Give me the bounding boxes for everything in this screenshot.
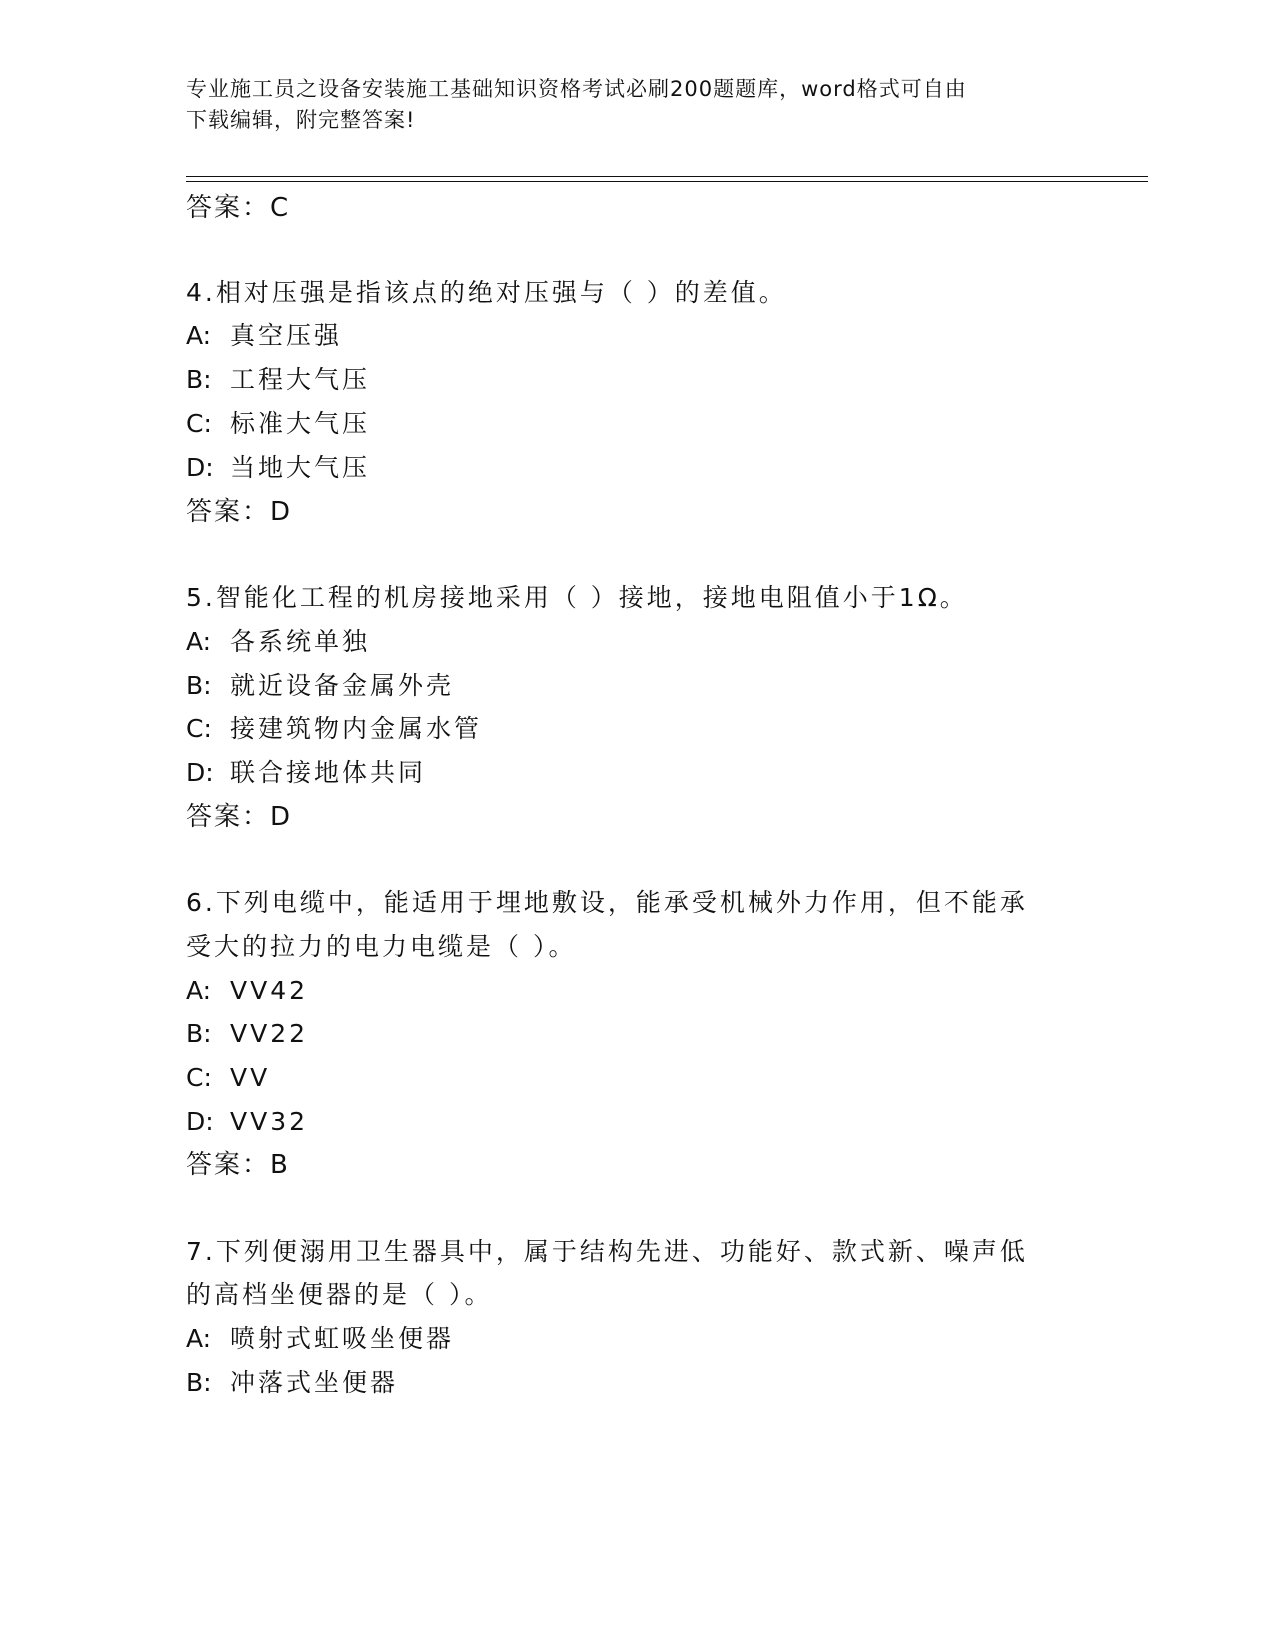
option-text: 接建筑物内金属水管 [230, 714, 483, 743]
option-letter: B: [186, 365, 212, 394]
q5-answer: 答案：D [186, 802, 293, 832]
header-line-1: 专业施工员之设备安装施工基础知识资格考试必刷200题题库，word格式可自由 [186, 77, 967, 101]
q6-stem-line-1: 6.下列电缆中，能适用于埋地敷设，能承受机械外力作用，但不能承 [186, 888, 1028, 917]
q6-option-b [186, 1018, 308, 1050]
option-letter: C: [186, 714, 212, 743]
option-text: VV [230, 1063, 271, 1092]
q4-stem: 4.相对压强是指该点的绝对压强与（ ）的差值。 [186, 278, 787, 307]
option-text: 喷射式虹吸坐便器 [230, 1324, 455, 1353]
option-text: VV42 [230, 976, 309, 1005]
q7-option-a [186, 1323, 454, 1355]
option-text: 真空压强 [230, 321, 343, 350]
option-text: 当地大气压 [230, 453, 371, 482]
header-divider-top [186, 176, 1148, 177]
option-text: 冲落式坐便器 [230, 1368, 399, 1397]
option-letter: D: [186, 1107, 214, 1136]
option-text: VV22 [230, 1019, 309, 1048]
q5-option-d [186, 757, 426, 789]
q6-option-a [186, 975, 308, 1007]
prev-answer: 答案：C [186, 193, 291, 223]
q5-option-c [186, 713, 482, 745]
q6-option-c [186, 1062, 270, 1094]
option-text: 标准大气压 [230, 409, 371, 438]
header-divider-bottom [186, 181, 1148, 182]
option-letter: A: [186, 1324, 212, 1353]
option-text: 工程大气压 [230, 365, 371, 394]
option-letter: C: [186, 1063, 212, 1092]
q4-option-c [186, 408, 370, 440]
q6-option-d [186, 1106, 308, 1138]
header-line-2: 下载编辑，附完整答案! [186, 108, 416, 132]
option-letter: D: [186, 758, 214, 787]
q4-option-b [186, 364, 370, 396]
option-letter: B: [186, 1019, 212, 1048]
q4-option-d [186, 452, 370, 484]
option-text: 就近设备金属外壳 [230, 671, 455, 700]
q7-stem-line-1: 7.下列便溺用卫生器具中，属于结构先进、功能好、款式新、噪声低 [186, 1237, 1028, 1266]
q7-stem-line-2: 的高档坐便器的是（ ）。 [186, 1280, 493, 1309]
option-text: VV32 [230, 1107, 309, 1136]
option-letter: B: [186, 1368, 212, 1397]
q7-option-b [186, 1367, 398, 1399]
q5-option-a [186, 626, 370, 658]
option-letter: A: [186, 627, 212, 656]
q6-stem-line-2: 受大的拉力的电力电缆是（ ）。 [186, 932, 577, 961]
q5-stem: 5.智能化工程的机房接地采用（ ）接地，接地电阻值小于1Ω。 [186, 583, 968, 612]
q4-option-a [186, 320, 342, 352]
option-letter: A: [186, 321, 212, 350]
q6-answer: 答案：B [186, 1150, 290, 1180]
option-text: 各系统单独 [230, 627, 371, 656]
document-header [186, 74, 1066, 136]
option-letter: C: [186, 409, 212, 438]
option-letter: D: [186, 453, 214, 482]
q4-answer: 答案：D [186, 497, 293, 527]
option-letter: A: [186, 976, 212, 1005]
option-text: 联合接地体共同 [230, 758, 427, 787]
q5-option-b [186, 670, 454, 702]
option-letter: B: [186, 671, 212, 700]
